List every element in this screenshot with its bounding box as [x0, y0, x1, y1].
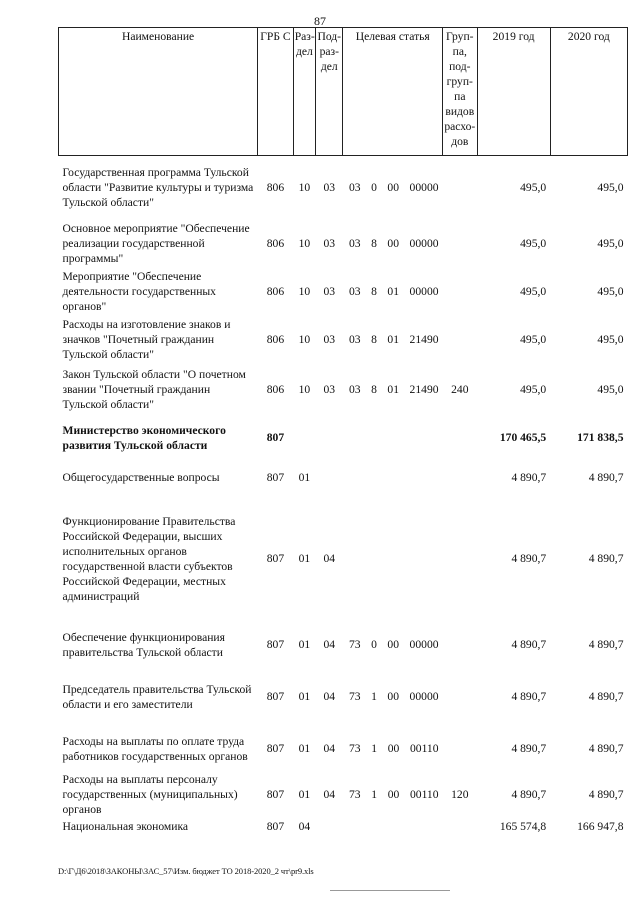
- row-2020: 4 890,7: [588, 690, 624, 703]
- row-grbs: 806: [266, 237, 285, 250]
- table-header-row: [59, 28, 628, 156]
- row-name: Функционирование Правительства Российской Федерации, высших исполнительных органов государственной власти субъектов Российской Федерации, местных администраций: [62, 514, 236, 603]
- row-podrazdel: 04: [323, 638, 336, 651]
- target-code-part: 73: [348, 742, 361, 755]
- table-row: [59, 316, 628, 364]
- header-razdel: Раз- дел: [293, 28, 315, 156]
- row-group: [443, 316, 478, 364]
- row-podrazdel: 03: [323, 237, 336, 250]
- target-code-part: 00: [387, 181, 400, 195]
- table-row: [59, 726, 628, 772]
- target-code-part: 03: [348, 333, 361, 346]
- row-2019: 4 890,7: [511, 552, 547, 565]
- target-code-part: 1: [371, 787, 378, 801]
- row-razdel: 01: [298, 471, 311, 484]
- target-code-part: 03: [348, 285, 361, 298]
- row-group: 240: [451, 383, 469, 396]
- target-code-part: 1: [371, 742, 378, 755]
- row-2019: 170 465,5: [499, 431, 547, 444]
- row-2020: 495,0: [597, 237, 624, 250]
- file-path: D:\Г\Д6\2018\ЗАКОНЫ\ЗАС_57\Изм. бюджет ТО 2018-2020_2 чт\pr9.xls: [58, 866, 314, 876]
- row-name: Закон Тульской области "О почетном звании "Почетный гражданин Тульской области": [62, 368, 246, 411]
- row-2020: 4 890,7: [588, 638, 624, 651]
- row-group: [443, 220, 478, 268]
- row-group: [443, 726, 478, 772]
- row-name: Государственная программа Тульской области "Развитие культуры и туризма Тульской области": [62, 166, 254, 210]
- table-row: [59, 156, 628, 220]
- row-group: 120: [451, 787, 469, 801]
- row-razdel: 01: [298, 638, 311, 651]
- target-code-part: 01: [387, 333, 400, 346]
- row-2019: 4 890,7: [511, 471, 547, 484]
- row-podrazdel: 04: [323, 552, 336, 565]
- row-2019: 4 890,7: [511, 787, 547, 801]
- row-target-article: [343, 496, 443, 622]
- row-razdel: 10: [298, 237, 311, 250]
- header-2019: 2019 год: [477, 28, 550, 156]
- row-razdel: 01: [298, 552, 311, 565]
- row-target-article: [343, 726, 443, 772]
- table-row: [59, 622, 628, 668]
- target-code-part: 8: [371, 237, 377, 250]
- row-2020: 4 890,7: [588, 471, 624, 484]
- header-target: Целевая статья: [343, 28, 443, 156]
- target-code-part: 00000: [409, 237, 439, 250]
- row-target-article: [343, 668, 443, 726]
- row-razdel: 01: [298, 787, 311, 801]
- target-code-part: 21490: [409, 333, 439, 346]
- table-row: [59, 496, 628, 622]
- row-podrazdel: [316, 817, 343, 837]
- row-grbs: 807: [266, 690, 285, 703]
- row-2019: 4 890,7: [511, 690, 547, 703]
- row-target-article: [343, 364, 443, 416]
- table-row: [59, 460, 628, 496]
- row-razdel: 01: [298, 690, 311, 703]
- row-razdel: 10: [298, 285, 311, 298]
- row-razdel: 10: [298, 383, 311, 396]
- row-name: Основное мероприятие "Обеспечение реализации государственной программы": [62, 222, 250, 265]
- row-target-article: [343, 220, 443, 268]
- table-row: [59, 817, 628, 837]
- row-grbs: 806: [266, 181, 285, 195]
- row-podrazdel: [316, 460, 343, 496]
- target-code-part: 03: [348, 237, 361, 250]
- target-code-part: 73: [348, 787, 361, 801]
- row-2019: 495,0: [520, 333, 547, 346]
- table-row: [59, 268, 628, 316]
- row-grbs: 807: [266, 742, 285, 755]
- target-code-part: 00000: [409, 638, 439, 651]
- row-2019: 495,0: [520, 285, 547, 298]
- target-code-part: 00: [387, 787, 400, 801]
- row-grbs: 807: [266, 638, 285, 651]
- row-2020: 171 838,5: [577, 431, 624, 444]
- row-2019: 4 890,7: [511, 638, 547, 651]
- row-name: Расходы на выплаты по оплате труда работников государственных органов: [62, 734, 248, 763]
- row-target-article: [343, 772, 443, 817]
- row-2020: 4 890,7: [588, 787, 624, 801]
- table-row: [59, 416, 628, 460]
- header-group: Груп- па, под- груп- па видов расхо- дов: [443, 28, 478, 156]
- target-code-part: 73: [348, 690, 361, 703]
- row-podrazdel: [316, 416, 343, 460]
- row-grbs: 806: [266, 333, 285, 346]
- row-podrazdel: 03: [323, 333, 336, 346]
- budget-table: [58, 27, 628, 837]
- row-podrazdel: 04: [323, 742, 336, 755]
- target-code-part: 8: [371, 333, 377, 346]
- row-2020: 4 890,7: [588, 742, 624, 755]
- row-target-article: [343, 817, 443, 837]
- footer-divider: [330, 890, 450, 891]
- row-podrazdel: 03: [323, 383, 336, 396]
- row-grbs: 807: [266, 471, 285, 484]
- target-code-part: 00000: [409, 690, 439, 703]
- page-number: 87: [314, 14, 326, 28]
- row-grbs: 807: [266, 431, 285, 444]
- row-2020: 495,0: [597, 181, 624, 195]
- header-grbs: ГРБ С: [258, 28, 294, 156]
- row-group: [443, 496, 478, 622]
- row-group: [443, 268, 478, 316]
- target-code-part: 0: [371, 638, 377, 651]
- row-target-article: [343, 316, 443, 364]
- row-name: Мероприятие "Обеспечение деятельности государственных органов": [62, 270, 216, 313]
- row-target-article: [343, 416, 443, 460]
- target-code-part: 03: [348, 181, 361, 195]
- row-group: [443, 460, 478, 496]
- row-2019: 495,0: [520, 181, 547, 195]
- row-razdel: 10: [298, 181, 311, 195]
- row-2020: 4 890,7: [588, 552, 624, 565]
- row-grbs: 806: [266, 383, 285, 396]
- row-razdel: 01: [298, 742, 311, 755]
- row-razdel: [293, 416, 315, 460]
- target-code-part: 00000: [409, 181, 439, 195]
- row-2019: 4 890,7: [511, 742, 547, 755]
- row-target-article: [343, 460, 443, 496]
- row-target-article: [343, 268, 443, 316]
- row-podrazdel: 04: [323, 690, 336, 703]
- target-code-part: 73: [348, 638, 361, 651]
- row-grbs: 807: [266, 820, 285, 833]
- row-2020: 495,0: [597, 383, 624, 396]
- row-2020: 495,0: [597, 285, 624, 298]
- row-2020: 166 947,8: [577, 820, 624, 833]
- table-row: [59, 220, 628, 268]
- target-code-part: 0: [371, 181, 377, 195]
- target-code-part: 03: [348, 383, 361, 396]
- target-code-part: 00: [387, 690, 400, 703]
- target-code-part: 00: [387, 237, 400, 250]
- target-code-part: 8: [371, 285, 377, 298]
- row-group: [443, 416, 478, 460]
- target-code-part: 00110: [409, 787, 439, 801]
- row-2019: 495,0: [520, 383, 547, 396]
- table-row: [59, 364, 628, 416]
- target-code-part: 00: [387, 638, 400, 651]
- target-code-part: 8: [371, 383, 377, 396]
- row-2019: 165 574,8: [499, 820, 547, 833]
- row-name: Председатель правительства Тульской области и его заместители: [62, 682, 252, 711]
- row-razdel: 04: [298, 820, 311, 833]
- row-target-article: [343, 156, 443, 220]
- target-code-part: 1: [371, 690, 377, 703]
- row-group: [443, 156, 478, 220]
- table-row: [59, 772, 628, 817]
- row-razdel: 10: [298, 333, 311, 346]
- row-grbs: 807: [266, 787, 285, 801]
- row-target-article: [343, 622, 443, 668]
- target-code-part: 01: [387, 285, 400, 298]
- target-code-part: 00: [387, 742, 400, 755]
- row-group: [443, 817, 478, 837]
- row-name: Министерство экономического развития Тульской области: [62, 423, 226, 452]
- row-group: [443, 622, 478, 668]
- row-group: [443, 668, 478, 726]
- row-name: Общегосударственные вопросы: [62, 471, 220, 484]
- row-podrazdel: 04: [323, 787, 336, 801]
- header-2020: 2020 год: [550, 28, 627, 156]
- row-grbs: 807: [266, 552, 285, 565]
- row-2020: 495,0: [597, 333, 624, 346]
- row-podrazdel: 03: [323, 285, 336, 298]
- target-code-part: 00000: [409, 285, 439, 298]
- header-name: Наименование: [59, 28, 258, 156]
- row-grbs: 806: [266, 285, 285, 298]
- target-code-part: 01: [387, 383, 400, 396]
- table-row: [59, 668, 628, 726]
- target-code-part: 21490: [409, 383, 439, 396]
- row-name: Обеспечение функционирования правительства Тульской области: [62, 630, 225, 659]
- row-name: Национальная экономика: [62, 820, 189, 833]
- row-name: Расходы на изготовление знаков и значков "Почетный гражданин Тульской области": [62, 318, 231, 361]
- row-name: Расходы на выплаты персоналу государственных (муниципальных) органов: [62, 772, 238, 816]
- row-podrazdel: 03: [323, 181, 336, 195]
- row-2019: 495,0: [520, 237, 547, 250]
- header-podrazdel: Под- раз- дел: [316, 28, 343, 156]
- target-code-part: 00110: [409, 742, 439, 755]
